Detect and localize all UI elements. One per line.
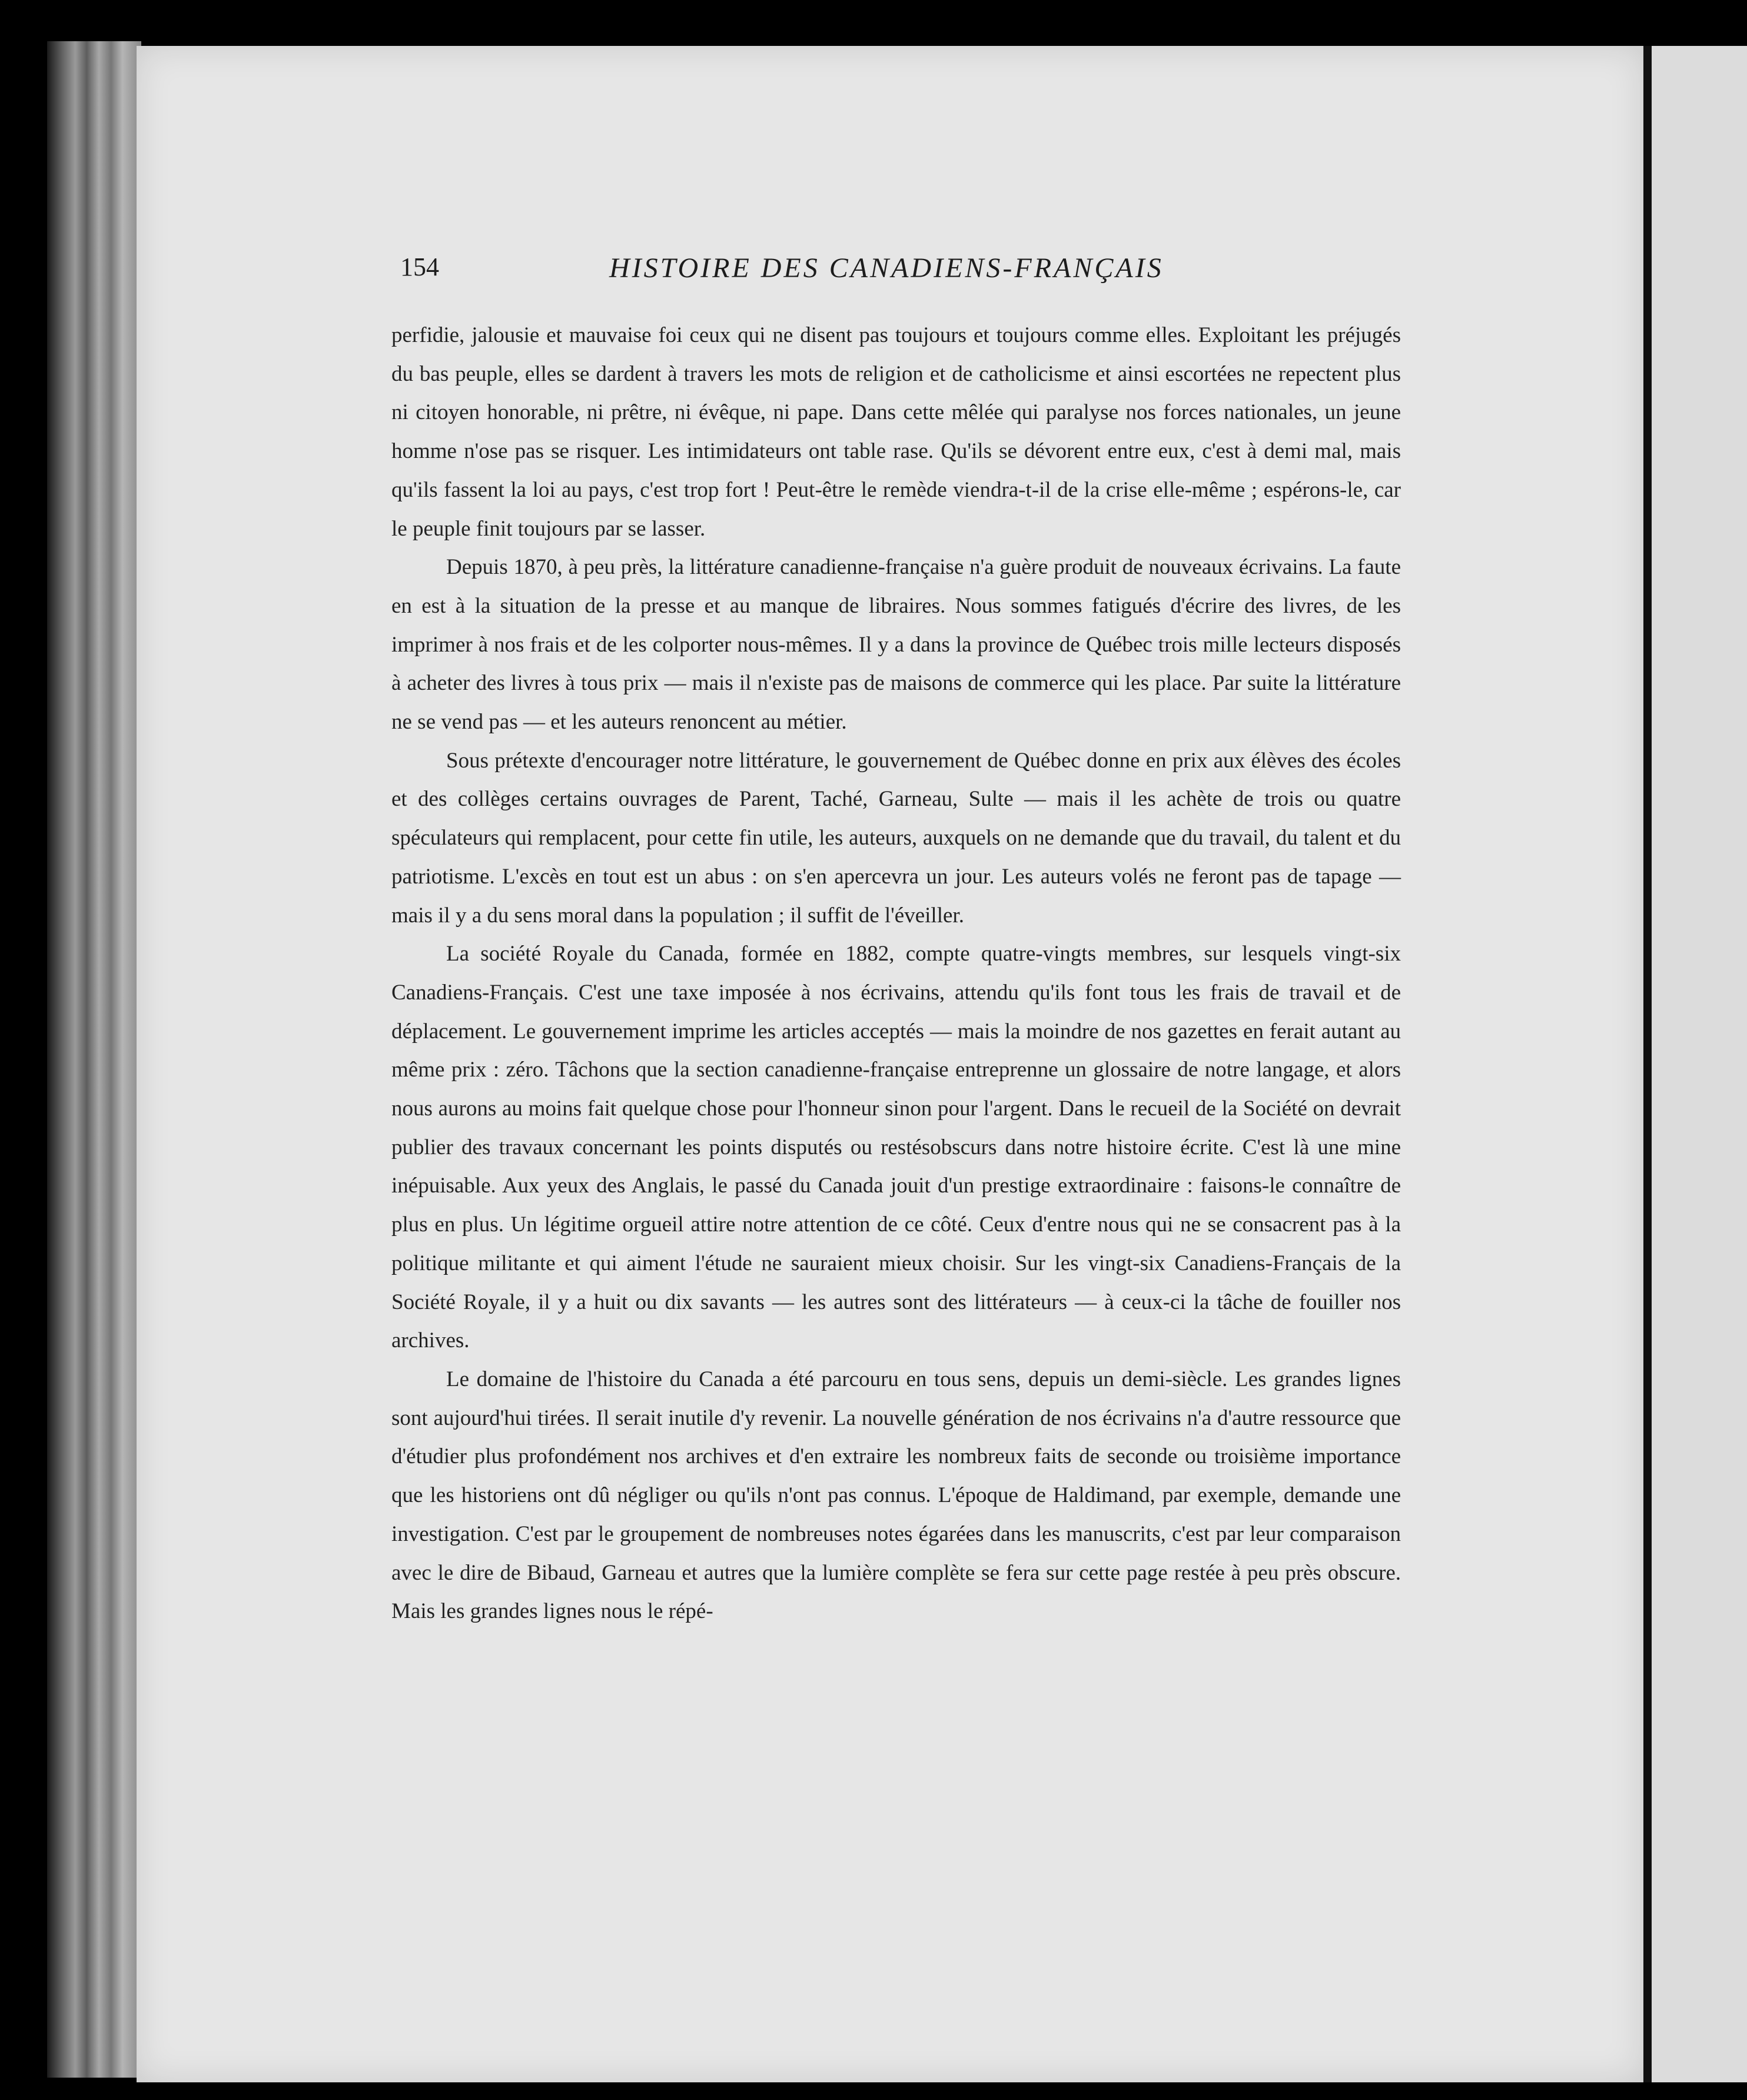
paragraph: perfidie, jalousie et mauvaise foi ceux qui ne disent pas toujours et toujours comme elles. Exploitant les préjugés du bas peuple, elles se dardent à travers les mots de religion et de catholicisme et ainsi escortées ne repectent plus ni citoyen honorable, ni prêtre, ni évêque, ni pape. Dans cette mêlée qui paralyse nos forces nationales, un jeune homme n'ose pas se risquer. Les intimidateurs ont table rase. Qu'ils se dévorent entre eux, c'est à demi mal, mais qu'ils fassent la loi au pays, c'est trop fort ! Peut-être le remède viendra-t-il de la crise elle-même ; espérons-le, car le peuple finit toujours par se lasser. <box>391 323 1401 541</box>
paragraph: La société Royale du Canada, formée en 1882, compte quatre-vingts membres, sur lesquels vingt-six Canadiens-Français. C'est une taxe imposée à nos écrivains, attendu qu'ils font tous les frais de travail et de déplacement. Le gouvernement imprime les articles acceptés — mais la moindre de nos gazettes en ferait autant au même prix : zéro. Tâchons que la section canadienne-française entreprenne un glossaire de notre langage, et alors nous aurons au moins fait quelque chose pour l'honneur sinon pour l'argent. Dans le recueil de la Société on devrait publier des travaux concernant les points disputés ou restésobscurs dans notre histoire écrite. C'est là une mine inépuisable. Aux yeux des Anglais, le passé du Canada jouit d'un prestige extraordinaire : faisons-le connaître de plus en plus. Un légitime orgueil attire notre attention de ce côté. Ceux d'entre nous qui ne se consacrent pas à la politique militante et qui aiment l'étude ne sauraient mieux choisir. Sur les vingt-six Canadiens-Français de la Société Royale, il y a huit ou dix savants — les autres sont des littérateurs — à ceux-ci la tâche de fouiller nos archives. <box>391 942 1401 1353</box>
paragraph: Sous prétexte d'encourager notre littérature, le gouvernement de Québec donne en prix aux élèves des écoles et des collèges certains ouvrages de Parent, Taché, Garneau, Sulte — mais il les achète de trois ou quatre spéculateurs qui remplacent, pour cette fin utile, les auteurs, auxquels on ne demande que du travail, du talent et du patriotisme. L'excès en tout est un abus : on s'en apercevra un jour. Les auteurs volés ne feront pas de tapage — mais il y a du sens moral dans la population ; il suffit de l'éveiller. <box>391 748 1401 928</box>
book-page-edges <box>47 41 141 2078</box>
page-number: 154 <box>400 252 439 281</box>
facing-page-edge <box>1652 46 1747 2082</box>
paragraph: Le domaine de l'histoire du Canada a été parcouru en tous sens, depuis un demi-siècle. Les grandes lignes sont aujourd'hui tirées. Il serait inutile d'y revenir. La nouvelle génération de nos écrivains n'a d'autre ressource que d'étudier plus profondément nos archives et d'en extraire les nombreux faits de seconde ou troisième importance que les historiens ont dû négliger ou qu'ils n'ont pas connus. L'époque de Haldimand, par exemple, demande une investigation. C'est par le groupement de nombreuses notes égarées dans les manuscrits, c'est par leur comparaison avec le dire de Bibaud, Garneau et autres que la lumière complète se fera sur cette page restée à peu près obscure. Mais les grandes lignes nous le répé- <box>391 1367 1401 1624</box>
paragraph: Depuis 1870, à peu près, la littérature canadienne-française n'a guère produit de nouveaux écrivains. La faute en est à la situation de la presse et au manque de libraires. Nous sommes fatigués d'écrire des livres, de les imprimer à nos frais et de les colporter nous-mêmes. Il y a dans la province de Québec trois mille lecteurs disposés à acheter des livres à tous prix — mais il n'existe pas de maisons de commerce qui les place. Par suite la littérature ne se vend pas — et les auteurs renoncent au métier. <box>391 555 1401 735</box>
gutter-shadow <box>1643 46 1652 2082</box>
page-header <box>400 252 1554 299</box>
running-title: HISTOIRE DES CANADIENS-FRANÇAIS <box>609 252 1164 284</box>
body-text <box>391 316 1401 1631</box>
